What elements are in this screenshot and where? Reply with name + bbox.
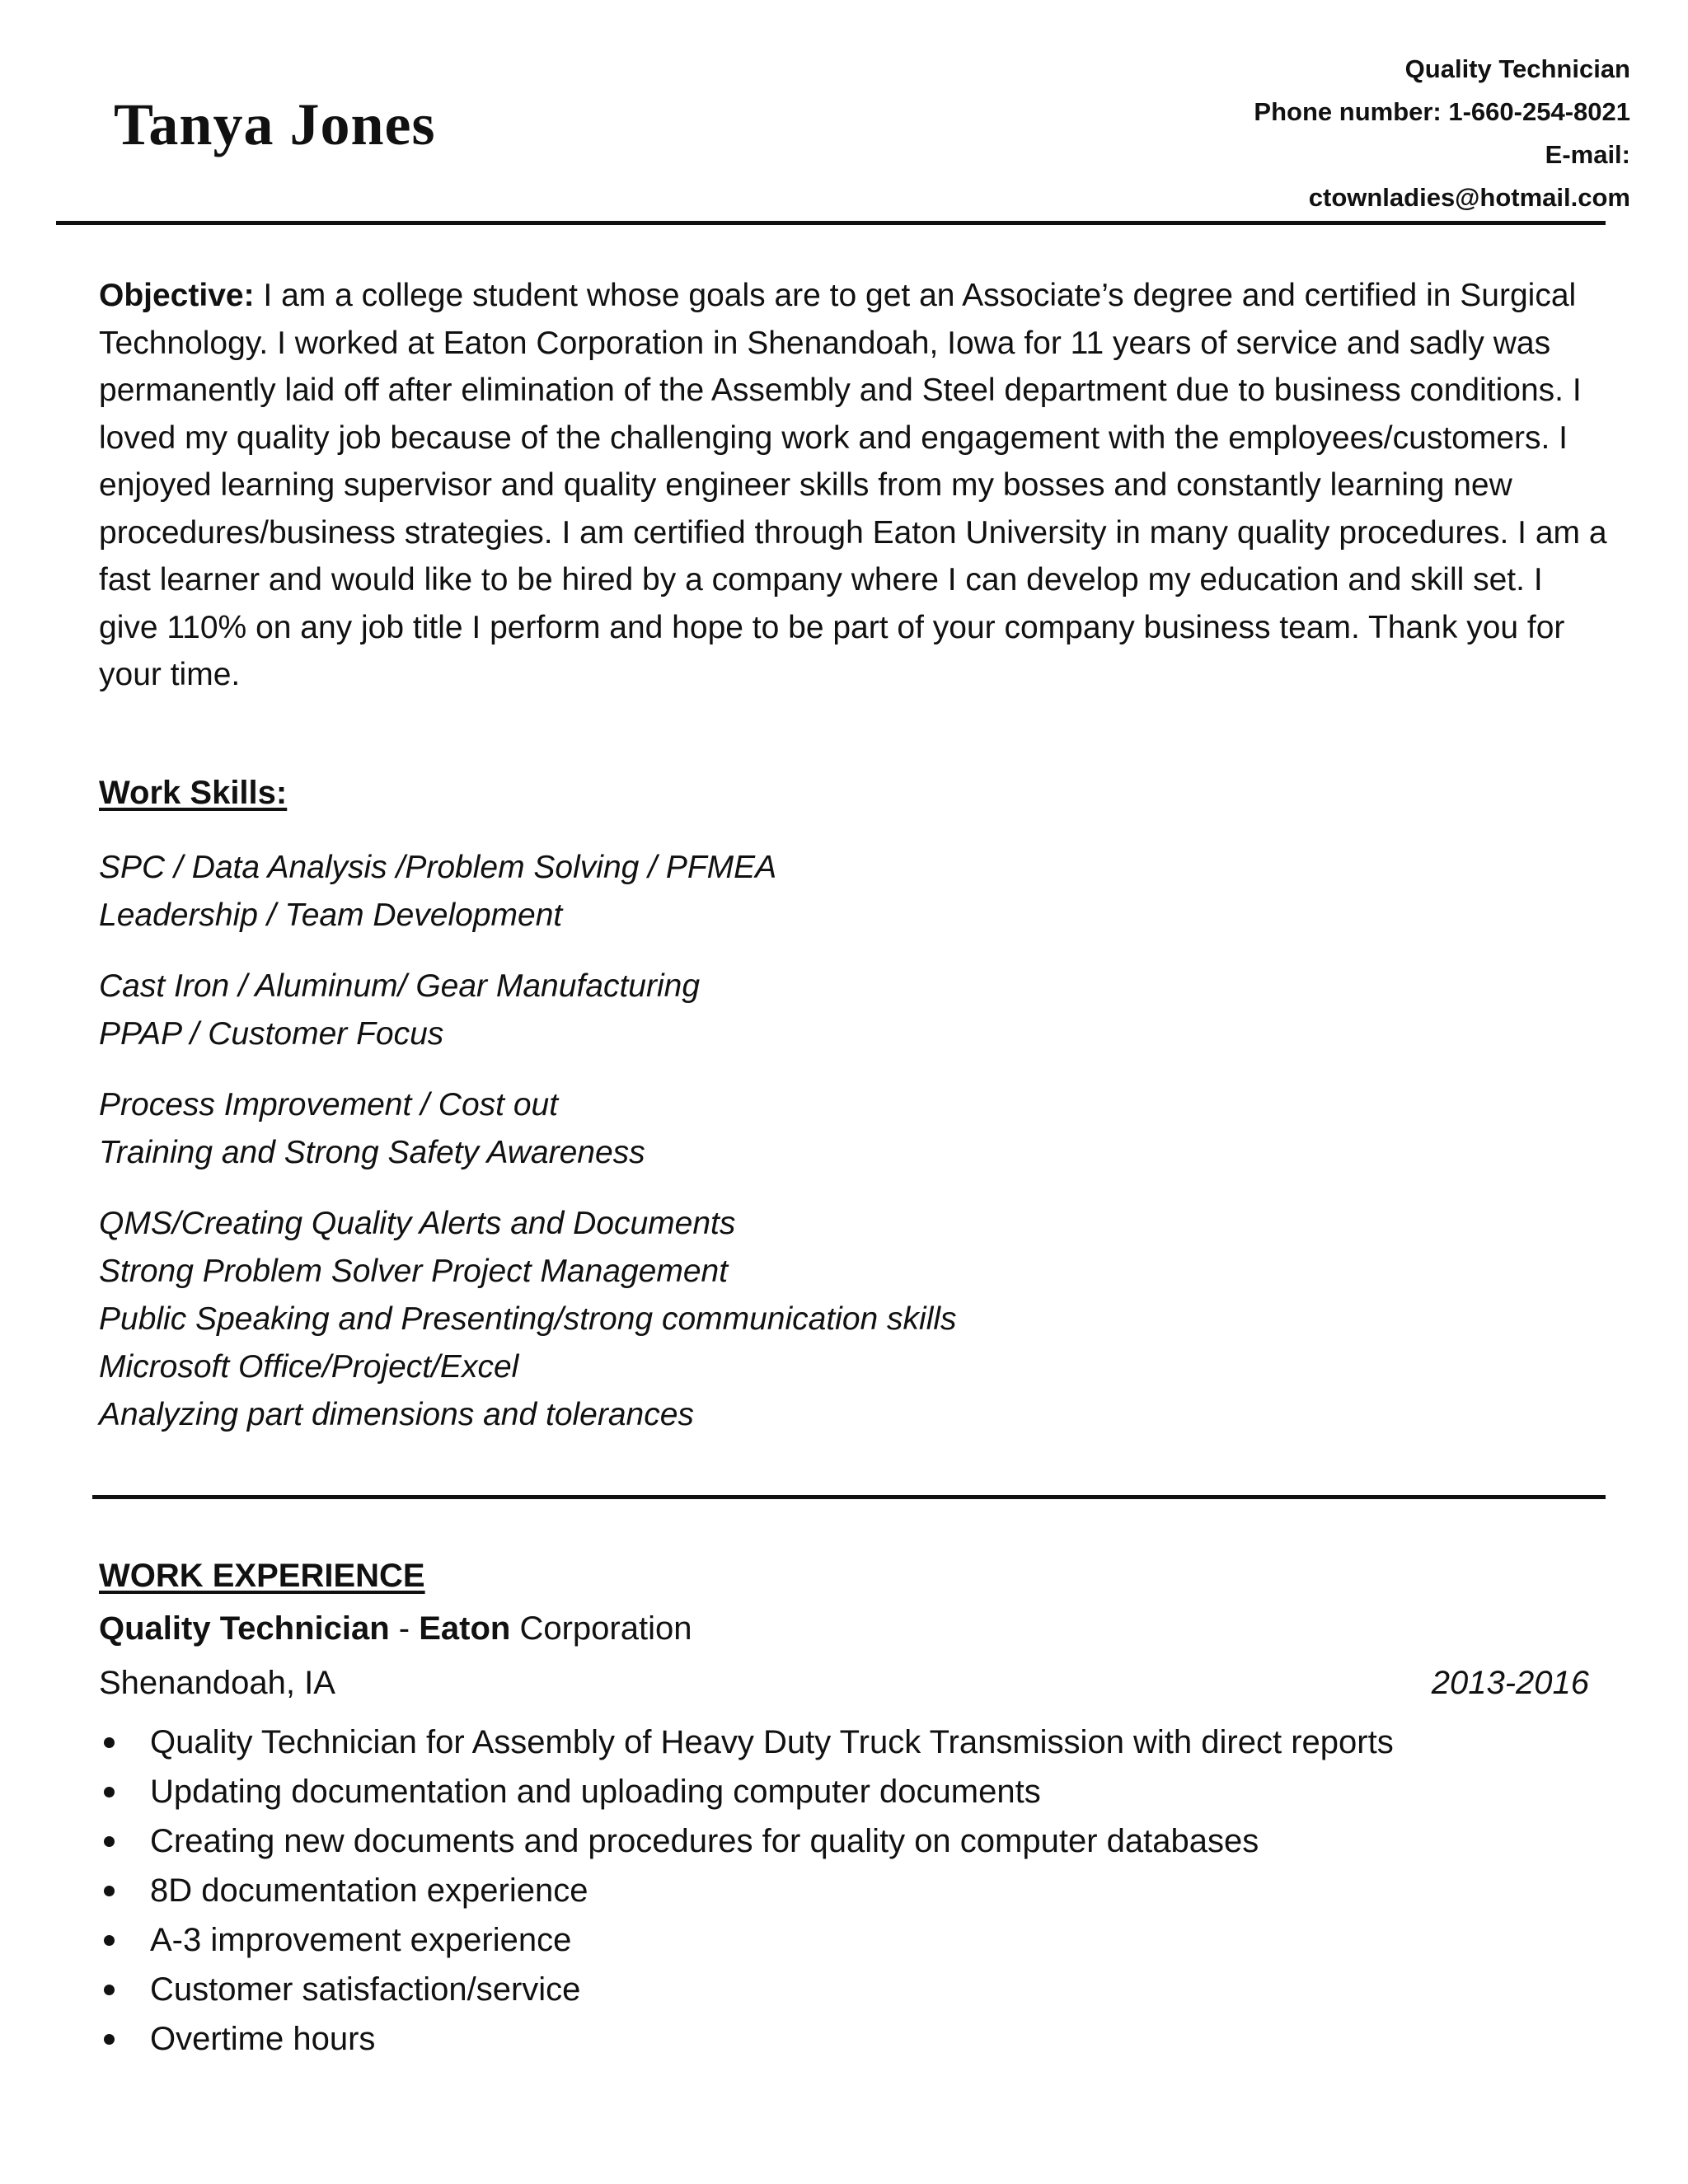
skill-item: Strong Problem Solver Project Management (99, 1254, 729, 1289)
job-title-line (99, 1610, 692, 1647)
skill-item: Cast Iron / Aluminum/ Gear Manufacturing (99, 968, 701, 1004)
skill-group (99, 844, 1335, 940)
skill-item: PPAP / Customer Focus (99, 1016, 444, 1052)
job-dates: 2013-2016 (1431, 1665, 1589, 1701)
job-duties-list (99, 1718, 1582, 2064)
skill-group (99, 963, 1335, 1058)
work-skills-list (99, 844, 1335, 1462)
work-experience-heading: WORK EXPERIENCE (99, 1558, 425, 1594)
skill-item: QMS/Creating Quality Alerts and Documents (99, 1206, 736, 1241)
duty-item: Updating documentation and uploading computer documents (99, 1767, 1582, 1816)
company-suffix: Corporation (510, 1610, 692, 1647)
candidate-name: Tanya Jones (114, 91, 436, 157)
objective-text: I am a college student whose goals are to get an Associate’s degree and certified in Surgical Technology. I worked at Eaton Corporation in Shenandoah, Iowa for 11 years of service and sadly was permanently laid off after elimination of the Assembly and Steel department due to business conditions. I loved my quality job because of the challenging work and engagement with the employees/customers. I enjoyed learning supervisor and quality engineer skills from my bosses and constantly learning new procedures/business strategies. I am certified through Eaton University in many quality procedures. I am a fast learner and would like to be hired by a company where I can develop my education and skill set. I give 110% on any job title I perform and hope to be part of your company business team. Thank you for your time. (99, 278, 1607, 692)
duty-item: 8D documentation experience (99, 1866, 1582, 1915)
header-divider (56, 221, 1606, 225)
duty-item: Creating new documents and procedures for quality on computer databases (99, 1816, 1582, 1866)
duty-item: A-3 improvement experience (99, 1915, 1582, 1965)
section-divider (92, 1495, 1606, 1499)
work-skills-heading: Work Skills: (99, 775, 288, 811)
skill-item: SPC / Data Analysis /Problem Solving / PFMEA (99, 850, 777, 885)
duty-item: Customer satisfaction/service (99, 1965, 1582, 2014)
phone-number: Phone number: 1-660-254-8021 (1254, 97, 1630, 126)
job-title-separator: - (389, 1610, 420, 1647)
email-address: ctownladies@hotmail.com (1308, 183, 1630, 212)
duty-item: Overtime hours (99, 2014, 1582, 2064)
skill-item: Training and Strong Safety Awareness (99, 1135, 645, 1170)
skill-group (99, 1200, 1335, 1439)
duty-item: Quality Technician for Assembly of Heavy Duty Truck Transmission with direct reports (99, 1718, 1582, 1767)
job-location: Shenandoah, IA (99, 1665, 335, 1701)
company-name: Eaton (419, 1610, 511, 1647)
skill-item: Analyzing part dimensions and tolerances (99, 1397, 694, 1432)
skill-group (99, 1081, 1335, 1177)
job-title: Quality Technician (99, 1610, 390, 1647)
objective-label: Objective: (99, 278, 255, 313)
objective-paragraph (99, 272, 1607, 699)
target-position: Quality Technician (1404, 54, 1630, 83)
contact-block (1254, 48, 1630, 219)
skill-item: Microsoft Office/Project/Excel (99, 1349, 519, 1385)
email-label: E-mail: (1545, 140, 1630, 169)
skill-item: Leadership / Team Development (99, 898, 563, 933)
skill-item: Process Improvement / Cost out (99, 1087, 559, 1122)
skill-item: Public Speaking and Presenting/strong communication skills (99, 1301, 957, 1337)
